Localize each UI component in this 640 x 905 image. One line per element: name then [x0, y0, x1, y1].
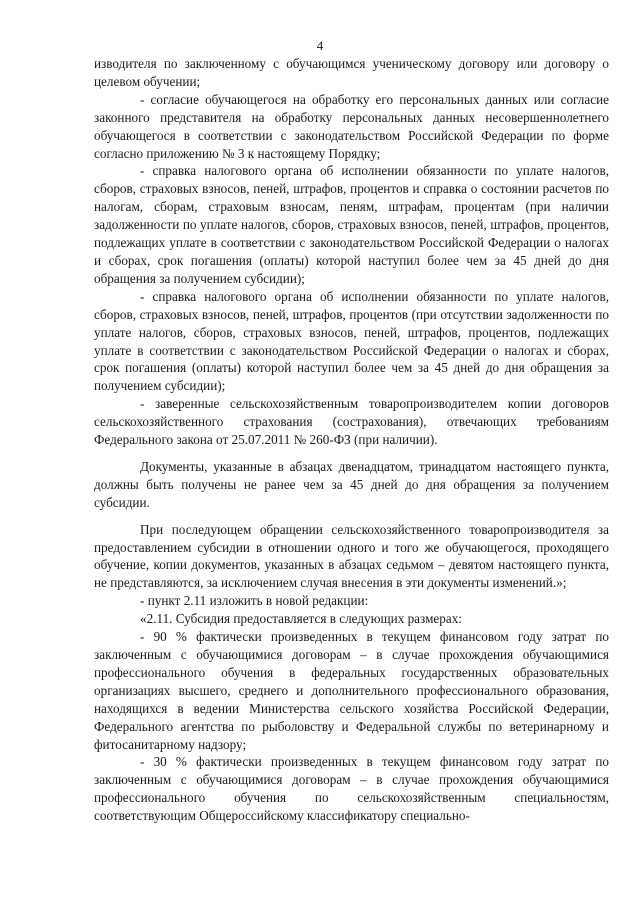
- paragraph-90-percent: - 90 % фактически произведенных в текущем финансовом году затрат по заключенным с обучающимися договорам – в случае прохождения обучающимися профессионального обучения в федеральных государственных образовательных организациях высшего, среднего и дополнительного профессионального образования, находящихся в ведении Министерства сельского хозяйства Российской Федерации, Федерального агентства по рыболовству и Федеральной службы по ветеринарному и фитосанитарному надзору;: [94, 629, 609, 752]
- paragraph-tax-certificate-no-debt: - справка налогового органа об исполнении обязанности по уплате налогов, сборов, страховых взносов, пеней, штрафов, процентов (при отсутствии задолженности по уплате налогов, сборов, страховых взносов, пеней, штрафов, процентов, подлежащих уплате в соответствии с законодательством Российской Федерации о налогах и сборах, срок погашения (оплаты) которой наступил более чем за 45 дней до дня обращения за получением субсидии);: [94, 288, 609, 394]
- paragraph-consent: - согласие обучающегося на обработку его персональных данных или согласие законного представителя на обработку персональных данных несовершеннолетнего обучающегося в соответствии с законодательством Российской Федерации по форме согласно приложению № 3 к настоящему Порядку;: [94, 91, 609, 161]
- paragraph-tax-certificate-debt: - справка налогового органа об исполнении обязанности по уплате налогов, сборов, страховых взносов, пеней, штрафов, процентов и справка о состоянии расчетов по налогам, сборам, страховым взносам, пеням, штрафам, процентам (при наличии задолженности по уплате налогов, сборов, страховых взносов, пеней, штрафов, процентов, подлежащих уплате в соответствии с законодательством Российской Федерации о налогах и сборах, срок погашения (оплаты) которой наступил более чем за 45 дней до дня обращения за получением субсидии);: [94, 163, 609, 286]
- paragraph-30-percent: - 30 % фактически произведенных в текущем финансовом году затрат по заключенным с обучающимися договорам – в случае прохождения обучающимися профессионального обучения по сельскохозяйственным специальностям, соответствующим Общероссийскому классификатору специально-: [94, 754, 609, 824]
- document-body: [94, 55, 609, 825]
- paragraph-insurance-copies: - заверенные сельскохозяйственным товаропроизводителем копии договоров сельскохозяйственного страхования (сострахования), отвечающих требованиям Федерального закона от 25.07.2011 № 260-ФЗ (при наличии).: [94, 396, 609, 448]
- paragraph-new-edition: - пункт 2.11 изложить в новой редакции:: [140, 593, 369, 609]
- paragraph-clause-2-11: «2.11. Субсидия предоставляется в следующих размерах:: [140, 611, 462, 627]
- paragraph-repeat-application: При последующем обращении сельскохозяйственного товаропроизводителя за предоставлением субсидии в отношении одного и того же обучающегося, проходящего обучение, копии документов, указанных в абзацах седьмом – девятом настоящего пункта, не представляются, за исключением случая внесения в эти документы изменений.»;: [94, 521, 609, 591]
- paragraph-continuation: изводителя по заключенному с обучающимся ученическому договору или договору о целевом обучении;: [94, 56, 609, 89]
- page-number: 4: [316, 38, 324, 53]
- paragraph-documents-deadline: Документы, указанные в абзацах двенадцатом, тринадцатом настоящего пункта, должны быть получены не ранее чем за 45 дней до дня обращения за получением субсидии.: [94, 458, 609, 510]
